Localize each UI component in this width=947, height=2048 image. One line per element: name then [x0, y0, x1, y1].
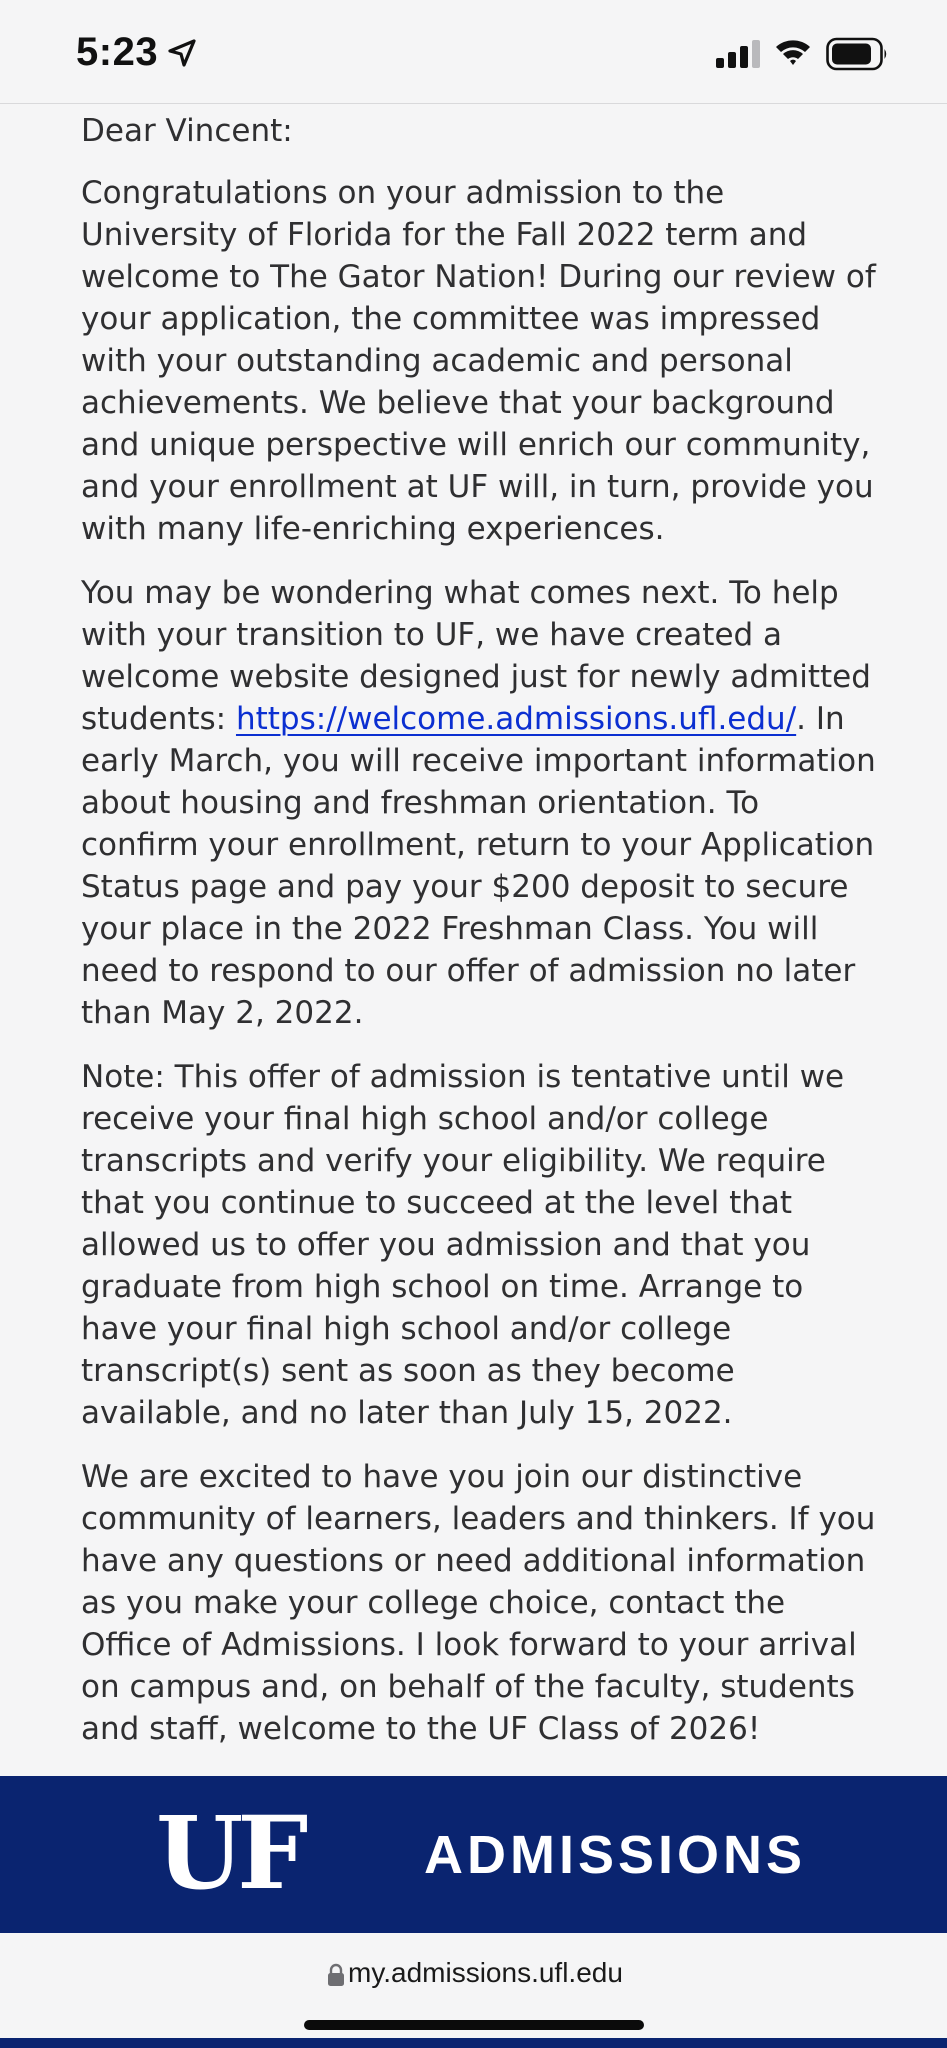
letter-paragraph-closing: We are excited to have you join our distinctive community of learners, leaders and thinkers. If you have any questions or need additional information as you make your college choice, contact the Office of Admissions. I look forward to your arrival on campus and, on behalf of the faculty, students and staff, welcome to the UF Class of 2026! — [81, 1459, 876, 1747]
letter-paragraph-next-steps — [81, 572, 881, 1034]
letter-paragraph-note: Note: This offer of admission is tentative until we receive your final high school and/or college transcripts and verify your eligibility. We require that you continue to succeed at the level that allowed us to offer you admission and that you graduate from high school on time. Arrange to have your final high school and/or college transcript(s) sent as soon as they become available, and no later than July 15, 2022. — [81, 1059, 845, 1431]
next-steps-details: . In early March, you will receive important information about housing and freshman orientation. To confirm your enrollment, return to your Application Status page and pay your $200 deposit to secure your place in the 2022 Freshman Class. You will need to respond to our offer of admission no later than May 2, 2022. — [81, 701, 876, 1031]
bottom-strip — [0, 2038, 947, 2048]
lock-icon — [327, 1963, 345, 1987]
next-steps-intro: You may be wondering what comes next. To help with your transition to UF, we have created a welcome website designed just for newly admitted students: — [81, 575, 871, 737]
admissions-banner — [0, 1776, 947, 1933]
cellular-signal-icon — [716, 40, 762, 68]
status-bar — [0, 0, 947, 104]
admissions-title: ADMISSIONS — [424, 1825, 807, 1885]
letter-paragraph-congratulations: Congratulations on your admission to the University of Florida for the Fall 2022 term and welcome to The Gator Nation! During our review of your application, the committee was impressed with your outstanding academic and personal achievements. We believe that your background and unique perspective will enrich our community, and your enrollment at UF will, in turn, provide you with many life-enriching experiences. — [81, 175, 876, 547]
location-arrow-icon — [166, 37, 198, 69]
status-time: 5:23 — [76, 30, 159, 74]
welcome-website-link[interactable]: https://welcome.admissions.ufl.edu/ — [235, 701, 797, 737]
wifi-icon — [774, 36, 812, 68]
url-text[interactable]: my.admissions.ufl.edu — [348, 1957, 623, 1988]
letter-greeting: Dear Vincent: — [81, 113, 293, 149]
browser-address-bar[interactable] — [0, 1933, 947, 2038]
home-indicator[interactable] — [304, 2020, 644, 2030]
uf-logo: UF — [156, 1794, 303, 1912]
battery-icon — [826, 36, 888, 72]
admission-letter — [81, 110, 881, 1772]
